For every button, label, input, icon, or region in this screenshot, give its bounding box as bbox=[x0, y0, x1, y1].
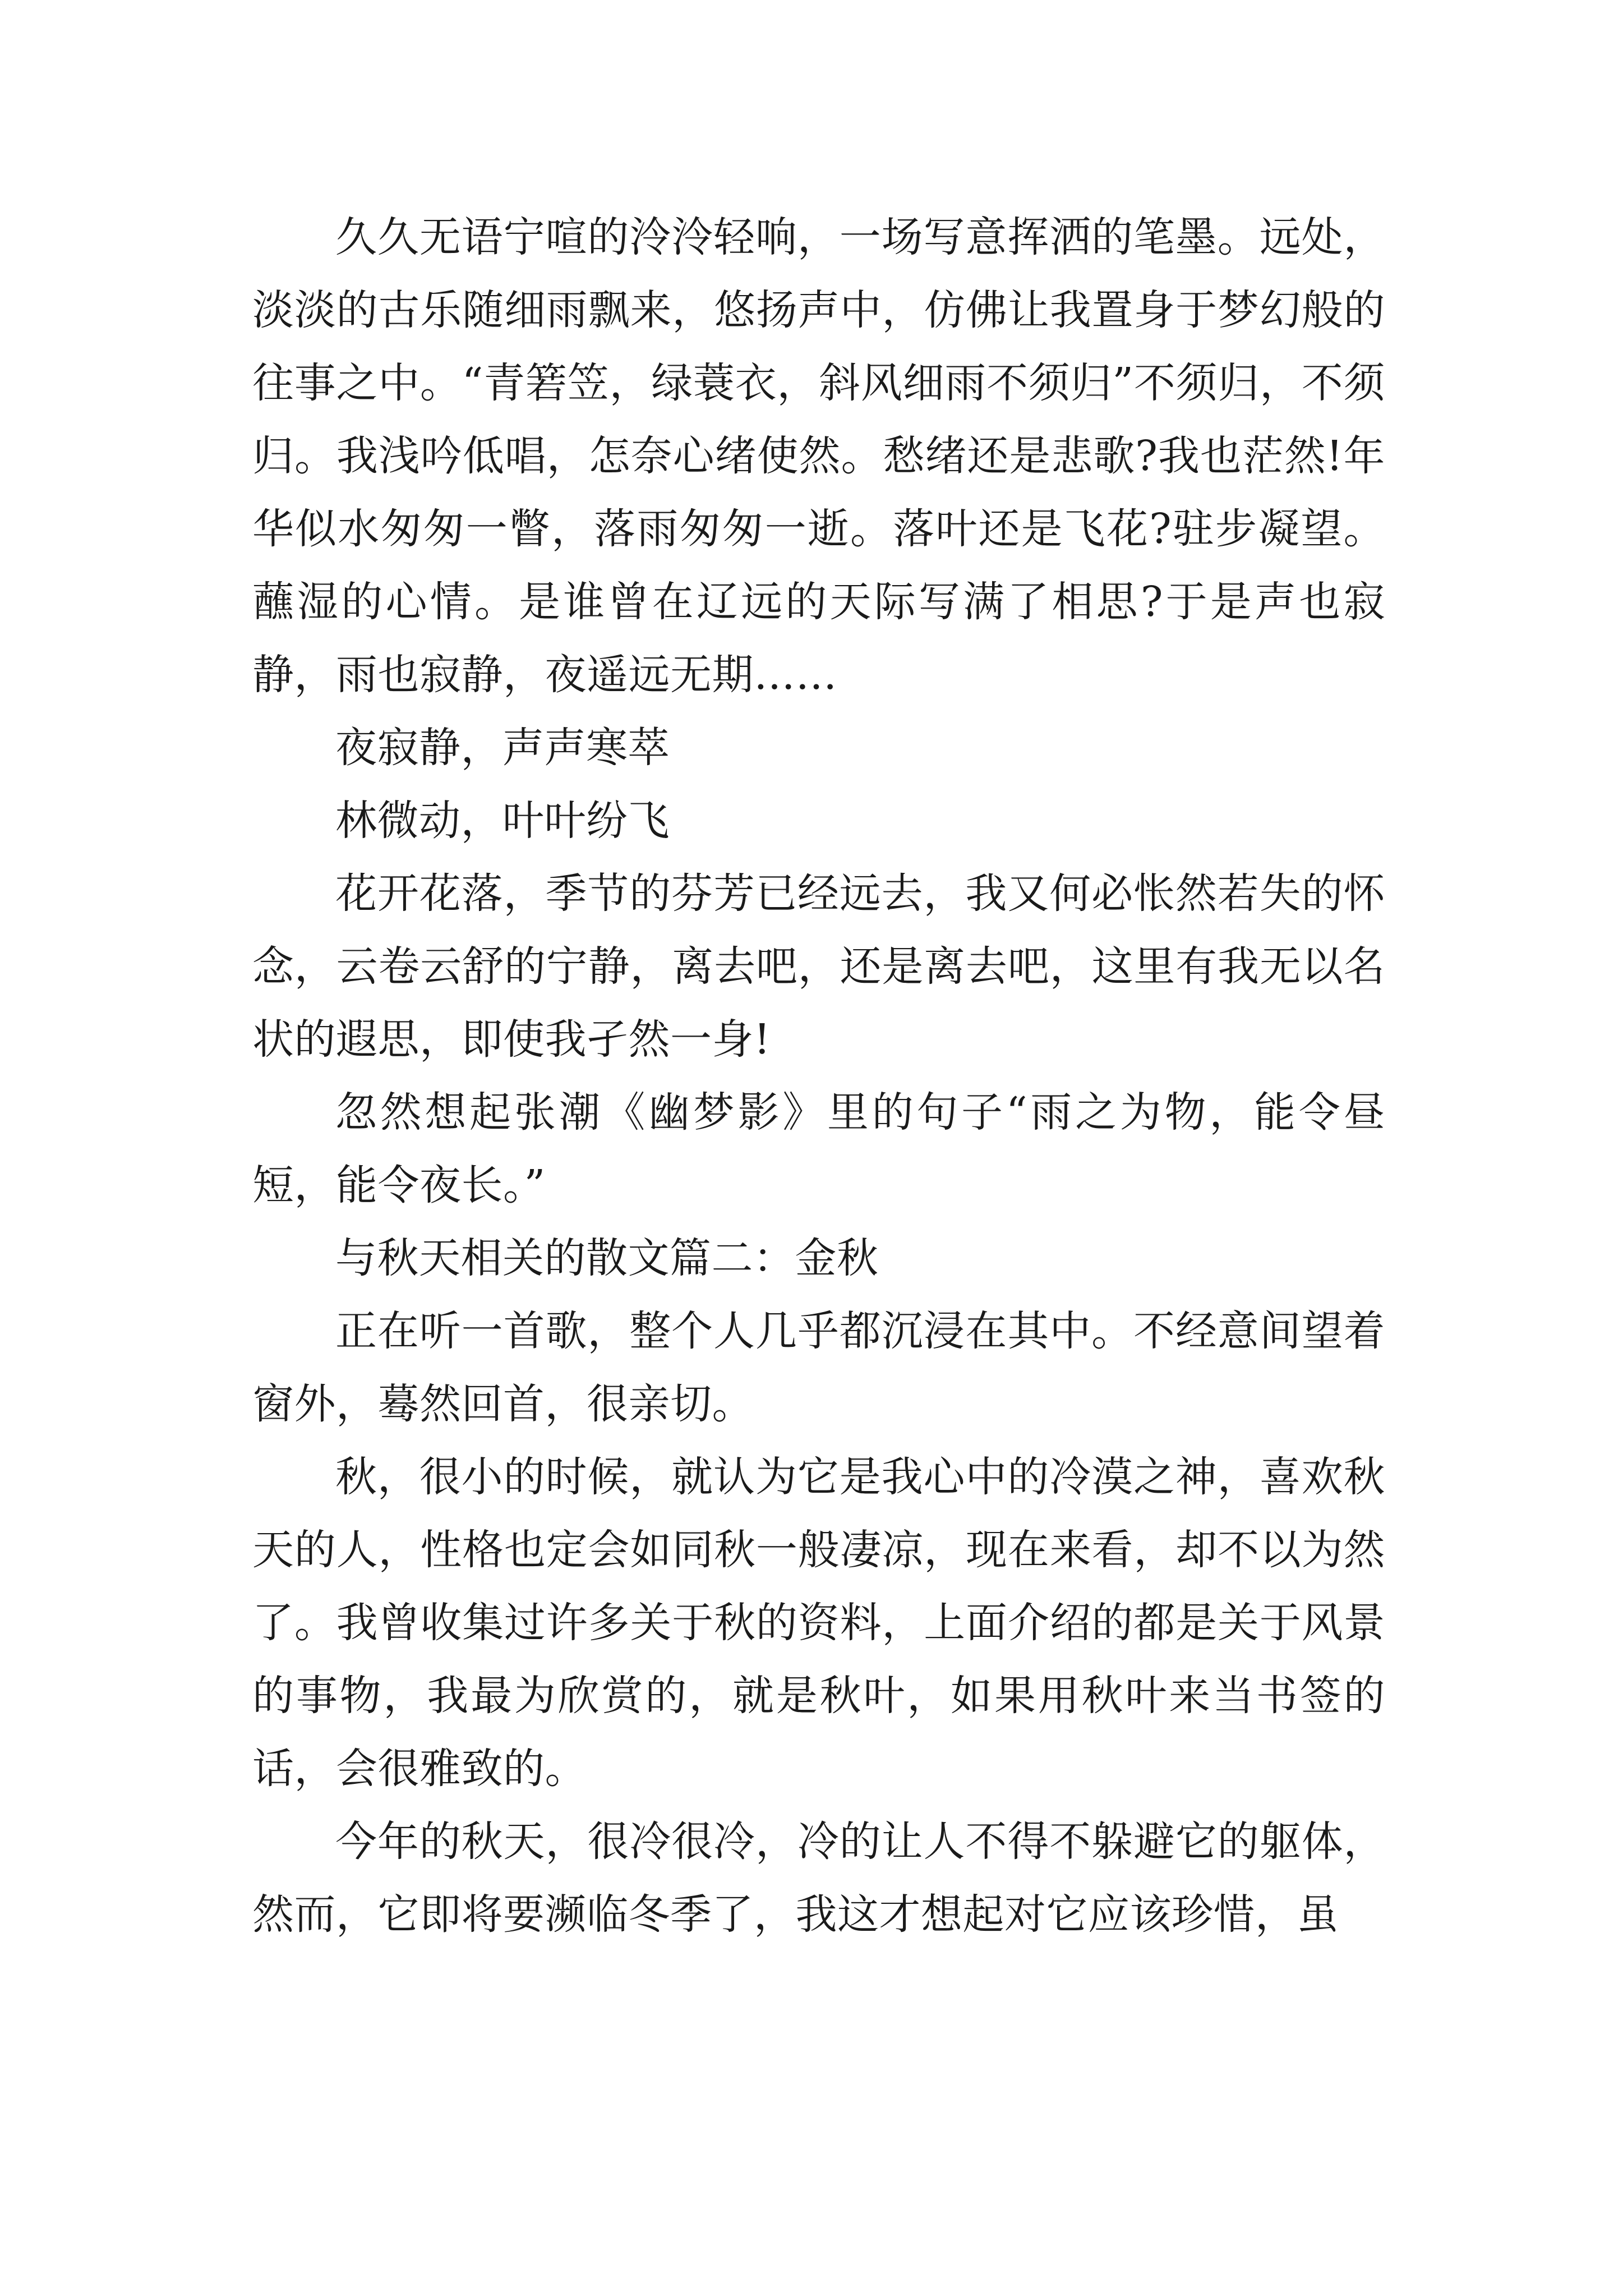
paragraph-flowers: 花开花落，季节的芬芳已经远去，我又何必怅然若失的怀念，云卷云舒的宁静，离去吧，还是离去吧，这里有我无以名状的遐思，即使我孑然一身! bbox=[252, 869, 1385, 1064]
verse-line-1: 夜寂静，声声寒萃 bbox=[335, 724, 670, 772]
paragraph-cold-autumn: 今年的秋天，很冷很冷，冷的让人不得不躲避它的躯体，然而，它即将要濒临冬季了，我这才想起对它应该珍惜，虽 bbox=[252, 1818, 1385, 1939]
verse-line-2: 林微动，叶叶纷飞 bbox=[335, 797, 670, 845]
paragraph-rain-reverie: 久久无语宁喧的泠泠轻响，一场写意挥洒的笔墨。远处，淡淡的古乐随细雨飘来，悠扬声中，仿佛让我置身于梦幻般的往事之中。“青箬笠，绿蓑衣，斜风细雨不须归”不须归，不须归。我浅吟低唱，怎奈心绪使然。愁绪还是悲歌?我也茫然!年华似水匆匆一瞥，落雨匆匆一逝。落叶还是飞花?驻步凝望。蘸湿的心情。是谁曾在辽远的天际写满了相思?于是声也寂静，雨也寂静，夜遥远无期…… bbox=[252, 213, 1385, 699]
paragraph-song: 正在听一首歌，整个人几乎都沉浸在其中。不经意间望着窗外，蓦然回首，很亲切。 bbox=[252, 1307, 1385, 1428]
paragraph-autumn-leaves: 秋，很小的时候，就认为它是我心中的冷漠之神，喜欢秋天的人，性格也定会如同秋一般凄凉，现在来看，却不以为然了。我曾收集过许多关于秋的资料，上面介绍的都是关于风景的事物，我最为欣赏的，就是秋叶，如果用秋叶来当书签的话，会很雅致的。 bbox=[252, 1453, 1385, 1793]
section-heading: 与秋天相关的散文篇二：金秋 bbox=[335, 1234, 879, 1282]
document-body bbox=[252, 201, 1385, 1951]
paragraph-quote: 忽然想起张潮《幽梦影》里的句子“雨之为物，能令昼短，能令夜长。” bbox=[252, 1088, 1385, 1209]
